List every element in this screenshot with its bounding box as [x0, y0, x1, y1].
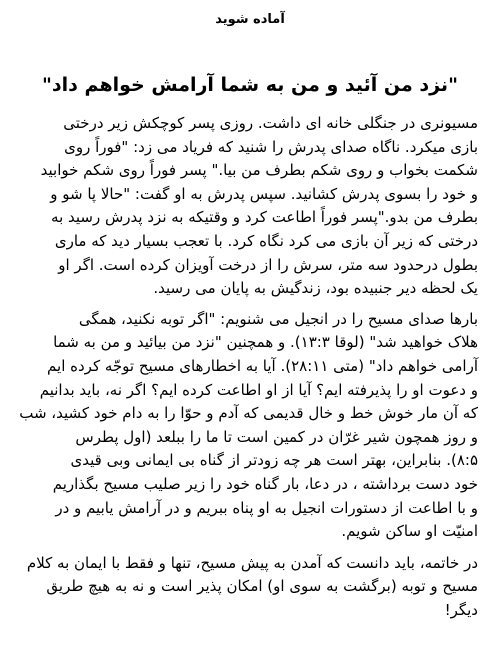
paragraph-line: آرامی خواهم داد" (متی ۲۸:۱۱). آیا به اخطارهای مسیح توجّه کرده ایم [47, 356, 478, 375]
paragraph-line: هلاک خواهید شد" (لوقا ۱۳:۳). و همچنین "نزد من بیائید و من به شما [53, 333, 478, 352]
paragraph-line: و با اطاعت از دستورات انجیل به او پناه ببریم و در آرامش یابیم و در [55, 498, 478, 517]
paragraph-line: درختی که زیر آن بازی می کرد نگاه کرد. با تعجب بسیار دید که ماری [54, 231, 478, 250]
paragraph-3 [22, 552, 478, 623]
paragraph-line: بطول درحدود سه متر، سرش را از درخت آویزان کرده است. اگر او [58, 255, 478, 274]
paragraph-1 [22, 112, 478, 301]
paragraph-line: ۸:۵). بنابراین، بهتر است هر چه زودتر از گناه بی ایمانی وبی قیدی [70, 451, 478, 470]
page-title: "نزد من آئید و من به شما آرامش خواهم داد" [42, 74, 458, 96]
paragraph-line: بازی میکرد. ناگاه صدای پدرش را شنید که فریاد می زد: "فوراً روی [64, 137, 478, 156]
paragraph-line: شکمت بخواب و روی شکم بطرف من بیا." پسر فوراً روی شکم خوابید [40, 161, 478, 180]
paragraph-line: و روز همچون شیر غرّان در کمین است تا ما را ببلعد (اول پطرس [75, 427, 478, 446]
paragraph-line: خود دست برداشته ، در دعا، بار گناه خود را زیر صلیب مسیح بگذاریم [52, 474, 478, 493]
paragraph-line: دیگر! [444, 600, 478, 619]
paragraph-line: امنیّت او ساکن شویم. [341, 522, 478, 541]
paragraph-line: بارها صدای مسیح را در انجیل می شنویم: "اگر توبه نکنید، همگی [78, 309, 478, 328]
paragraph-line: که آن مار خوش خط و خال قدیمی که آدم و حوّا را به دام خود کشید، شب [19, 404, 478, 423]
section-label: آماده شوید [215, 12, 285, 27]
paragraph-line: یک لحظه دیر جنبیده بود، زندگیش به پایان می رسید. [153, 279, 478, 298]
paragraph-line: مسیح و توبه (برگشت به سوی او) امکان پذیر است و نه به هیچ طریق [46, 577, 478, 596]
paragraph-line: و خود را بسوی پدرش کشانید. سپس پدرش به او گفت: "حالا پا شو و [50, 184, 478, 203]
paragraph-2 [19, 308, 478, 544]
paragraph-line: بطرف من بدو."پسر فوراً اطاعت کرد و وقتیکه به نزد پدرش رسید به [51, 208, 478, 227]
paragraph-line: و دعوت او را پذیرفته ایم؟ آیا از او اطاعت کرده ایم؟ اگر نه، باید بدانیم [39, 380, 478, 399]
paragraph-line: مسیونری در جنگلی خانه ای داشت. روزی پسر کوچکش زیر درختی [63, 114, 478, 132]
paragraph-line: در خاتمه، باید دانست که آمدن به پیش مسیح، تنها و فقط با ایمان به کلام [26, 553, 478, 572]
